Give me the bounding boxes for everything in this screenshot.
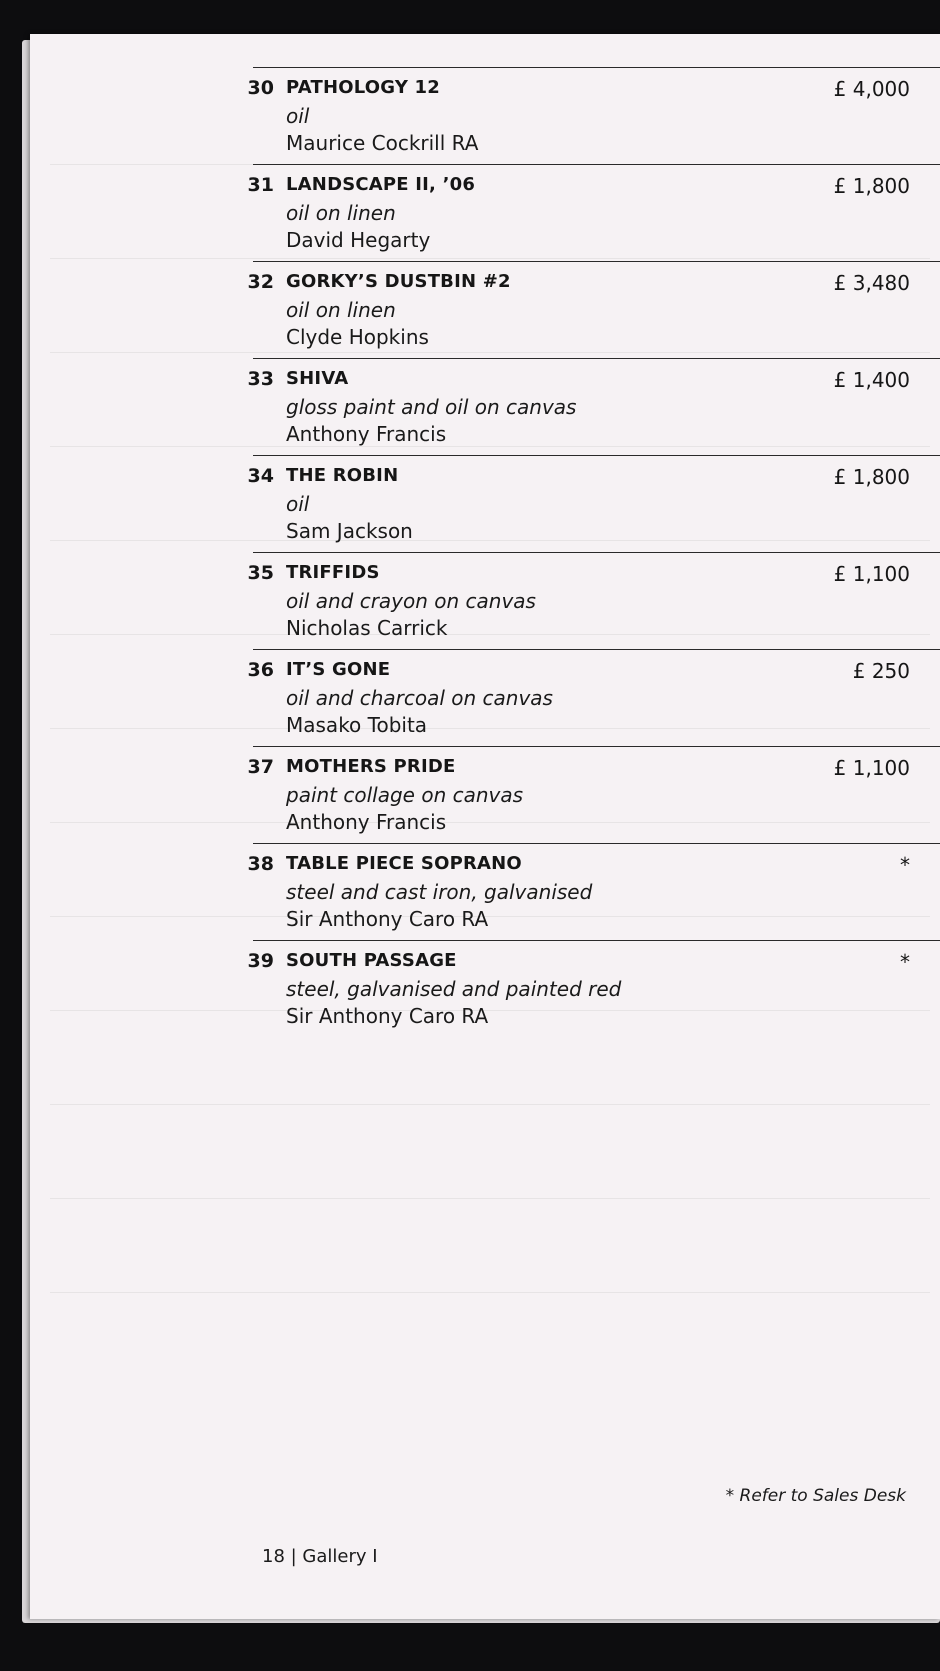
entry-divider <box>253 261 940 262</box>
artwork-medium: oil and charcoal on canvas <box>286 686 553 710</box>
artwork-title: TRIFFIDS <box>286 562 380 583</box>
catalogue-entry-37 <box>30 746 940 843</box>
artwork-medium: paint collage on canvas <box>286 783 524 807</box>
artwork-medium: gloss paint and oil on canvas <box>286 395 577 419</box>
artwork-medium: oil on linen <box>286 298 396 322</box>
entry-divider <box>253 649 940 650</box>
catalogue-entry-39 <box>30 940 940 1037</box>
entry-number: 34 <box>247 465 274 487</box>
artwork-price: £ 1,400 <box>833 368 910 392</box>
page-footer: 18 | Gallery I <box>262 1546 378 1567</box>
catalogue-entry-36 <box>30 649 940 746</box>
entry-divider <box>253 358 940 359</box>
artwork-medium: steel, galvanised and painted red <box>286 977 622 1001</box>
catalogue-page <box>30 34 940 1619</box>
entry-number: 33 <box>247 368 274 390</box>
catalogue-entry-38 <box>30 843 940 940</box>
entry-divider <box>253 940 940 941</box>
entry-number: 36 <box>247 659 274 681</box>
artist-name: Maurice Cockrill RA <box>286 131 479 155</box>
artwork-medium: steel and cast iron, galvanised <box>286 880 593 904</box>
artwork-title: THE ROBIN <box>286 465 399 486</box>
artwork-price: £ 1,100 <box>833 756 910 780</box>
catalogue-entry-30 <box>30 67 940 164</box>
entry-divider <box>253 67 940 68</box>
artwork-title: SOUTH PASSAGE <box>286 950 457 971</box>
artwork-price: £ 250 <box>852 659 910 683</box>
catalogue-entry-32 <box>30 261 940 358</box>
catalogue-entry-34 <box>30 455 940 552</box>
artwork-medium: oil <box>286 492 310 516</box>
catalogue-entry-31 <box>30 164 940 261</box>
artwork-medium: oil <box>286 104 310 128</box>
artwork-title: MOTHERS PRIDE <box>286 756 456 777</box>
entry-number: 39 <box>247 950 274 972</box>
entry-divider <box>253 455 940 456</box>
sales-desk-footnote: * Refer to Sales Desk <box>725 1486 906 1506</box>
artwork-price: * <box>900 853 910 877</box>
entry-divider <box>253 552 940 553</box>
artwork-price: £ 3,480 <box>833 271 910 295</box>
artwork-title: SHIVA <box>286 368 349 389</box>
artist-name: Anthony Francis <box>286 422 447 446</box>
entry-number: 30 <box>247 77 274 99</box>
artwork-title: GORKY’S DUSTBIN #2 <box>286 271 511 292</box>
artwork-price: £ 1,800 <box>833 174 910 198</box>
artwork-price: £ 4,000 <box>833 77 910 101</box>
artist-name: Anthony Francis <box>286 810 447 834</box>
catalogue-entry-35 <box>30 552 940 649</box>
entry-number: 38 <box>247 853 274 875</box>
artwork-price: * <box>900 950 910 974</box>
artist-name: Sam Jackson <box>286 519 413 543</box>
entry-number: 32 <box>247 271 274 293</box>
entry-number: 31 <box>247 174 274 196</box>
entry-divider <box>253 164 940 165</box>
artist-name: Clyde Hopkins <box>286 325 429 349</box>
artwork-title: TABLE PIECE SOPRANO <box>286 853 522 874</box>
artwork-price: £ 1,800 <box>833 465 910 489</box>
artwork-price: £ 1,100 <box>833 562 910 586</box>
entry-divider <box>253 746 940 747</box>
artist-name: Sir Anthony Caro RA <box>286 907 489 931</box>
artist-name: Nicholas Carrick <box>286 616 448 640</box>
entry-number: 35 <box>247 562 274 584</box>
artwork-title: PATHOLOGY 12 <box>286 77 440 98</box>
artwork-medium: oil and crayon on canvas <box>286 589 536 613</box>
artist-name: Sir Anthony Caro RA <box>286 1004 489 1028</box>
artist-name: Masako Tobita <box>286 713 428 737</box>
entry-divider <box>253 843 940 844</box>
artwork-title: LANDSCAPE II, ’06 <box>286 174 476 195</box>
catalogue-entry-33 <box>30 358 940 455</box>
artwork-title: IT’S GONE <box>286 659 391 680</box>
artwork-medium: oil on linen <box>286 201 396 225</box>
entry-number: 37 <box>247 756 274 778</box>
artist-name: David Hegarty <box>286 228 431 252</box>
